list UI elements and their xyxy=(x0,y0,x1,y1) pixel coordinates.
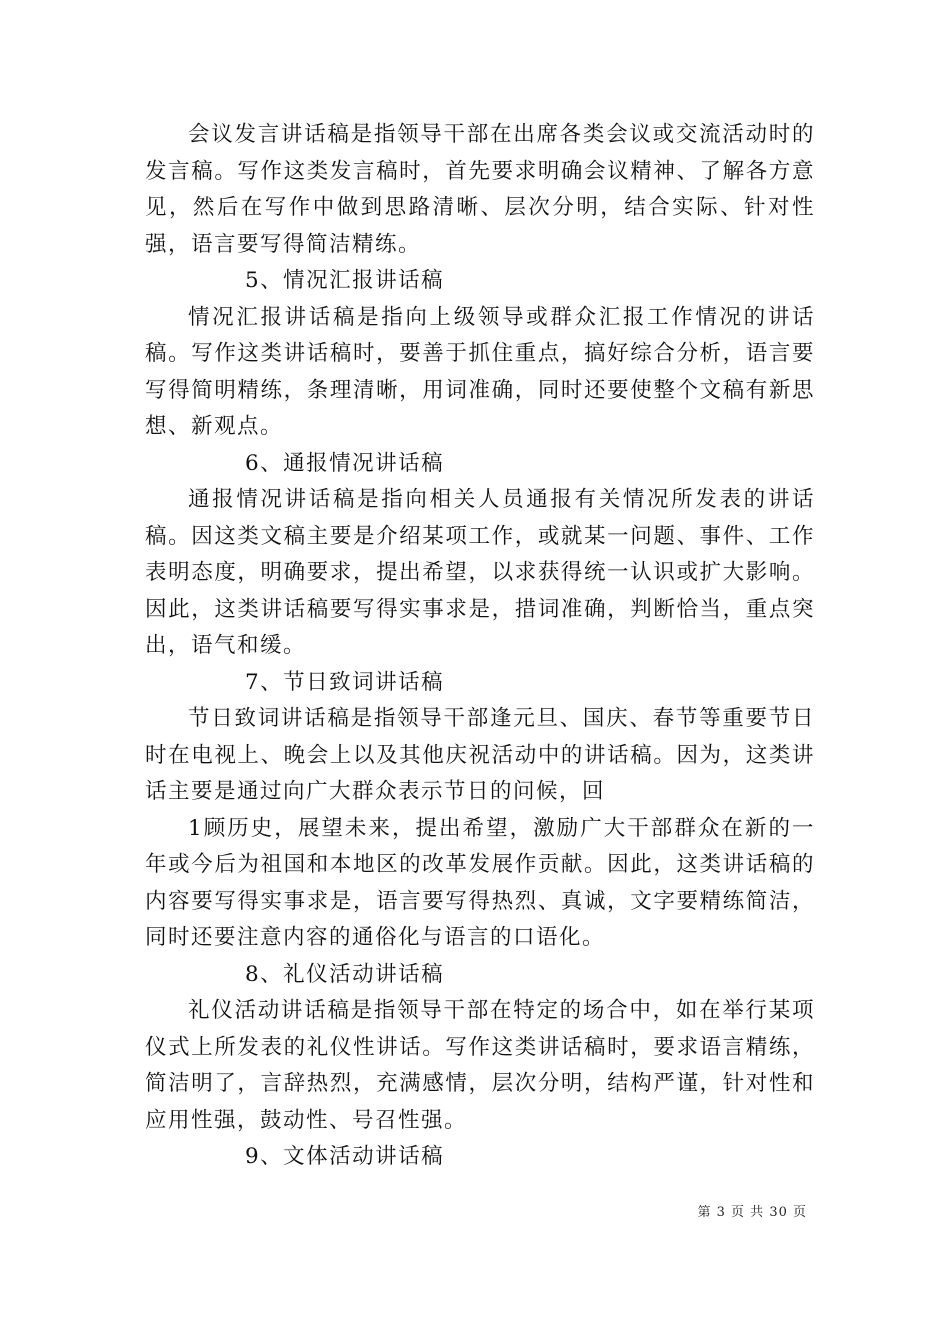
paragraph-holiday-address: 节日致词讲话稿是指领导干部逢元旦、国庆、春节等重要节日时在电视上、晚会上以及其他庆祝活动中的讲话稿。因为，这类讲话主要是通过向广大群众表示节日的问候，回 xyxy=(145,706,815,804)
page-number-footer: 第 3 页 共 30 页 xyxy=(697,1205,807,1220)
paragraph-briefing: 通报情况讲话稿是指向相关人员通报有关情况所发表的讲话稿。因这类文稿主要是介绍某项工作，或就某一问题、事件、工作表明态度，明确要求，提出希望，以求获得统一认识或扩大影响。因此，这类讲话稿要写得实事求是，措词准确，判断恰当，重点突出，语气和缓。 xyxy=(145,487,815,658)
heading-holiday-address: 7、节日致词讲话稿 xyxy=(245,669,445,695)
heading-briefing: 6、通报情况讲话稿 xyxy=(245,450,445,476)
paragraph-ceremony-speech: 礼仪活动讲话稿是指领导干部在特定的场合中，如在举行某项仪式上所发表的礼仪性讲话。写作这类讲话稿时，要求语言精练，简洁明了，言辞热烈，充满感情，层次分明，结构严谨，针对性和应用性强，鼓动性、号召性强。 xyxy=(145,998,815,1133)
paragraph-meeting-speech: 会议发言讲话稿是指领导干部在出席各类会议或交流活动时的发言稿。写作这类发言稿时，首先要求明确会议精神、了解各方意见，然后在写作中做到思路清晰、层次分明，结合实际、针对性强，语言要写得简洁精练。 xyxy=(145,122,815,257)
heading-ceremony-speech: 8、礼仪活动讲话稿 xyxy=(245,961,445,987)
paragraph-situation-report: 情况汇报讲话稿是指向上级领导或群众汇报工作情况的讲话稿。写作这类讲话稿时，要善于抓住重点，搞好综合分析，语言要写得简明精练，条理清晰，用词准确，同时还要使整个文稿有新思想、新观点。 xyxy=(145,304,815,439)
heading-situation-report: 5、情况汇报讲话稿 xyxy=(245,268,445,293)
paragraph-holiday-address-continued: 1顾历史，展望未来，提出希望，激励广大干部群众在新的一年或今后为祖国和本地区的改革发展作贡献。因此，这类讲话稿的内容要写得实事求是，语言要写得热烈、真诚，文字要精练简洁，同时还要注意内容的通俗化与语言的口语化。 xyxy=(145,815,815,950)
document-body xyxy=(145,117,815,1176)
heading-cultural-sports-speech: 9、文体活动讲话稿 xyxy=(245,1144,445,1169)
